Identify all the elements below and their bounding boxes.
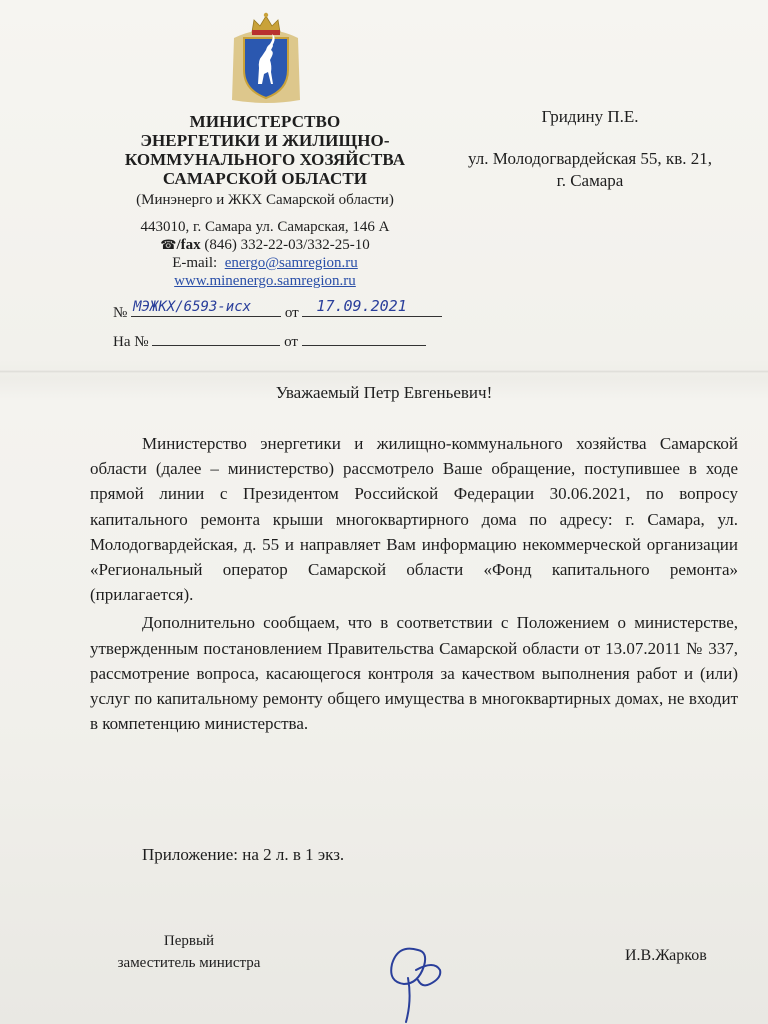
ministry-contacts (100, 218, 430, 290)
outgoing-registration-line (113, 297, 442, 322)
signer-title-line: Первый (163, 933, 215, 949)
ministry-phone-row (100, 236, 430, 254)
recipient-name: Гридину П.Е. (541, 107, 639, 126)
ministry-phone: (846) 332-22-03/332-25-10 (204, 237, 370, 253)
ministry-website-row (100, 272, 430, 290)
reply-date-label: от (284, 334, 298, 350)
handwritten-signature (378, 930, 458, 1024)
reply-date-field (302, 329, 426, 346)
crown-icon (252, 13, 280, 35)
email-link[interactable]: energo@samregion.ru (224, 255, 358, 271)
reply-number-field (152, 329, 280, 346)
date-label: от (284, 305, 299, 321)
paper-fold (0, 370, 768, 373)
signer-title-line: заместитель министра (117, 955, 261, 971)
reply-registration-line (113, 329, 426, 351)
ministry-name-line: КОММУНАЛЬНОГО ХОЗЯЙСТВА (124, 150, 406, 169)
outgoing-date-field (302, 297, 442, 317)
ministry-address: 443010, г. Самара ул. Самарская, 146 А (140, 219, 390, 235)
website-link[interactable]: www.minenergo.samregion.ru (174, 273, 356, 289)
letter-paragraph: Министерство энергетики и жилищно-коммунального хозяйства Самарской области (далее – министерство) рассмотрело Ваше обращение, поступившее в ходе прямой линии с Президентом Российской Федерации 30.06.2021, по вопросу капитального ремонта крыши многоквартирного дома по адресу: г. Самара, ул. Молодогвардейская, д. 55 и направляет Вам информацию некоммерческой организации «Региональный оператор Самарской области «Фонд капитального ремонта» (прилагается). (90, 434, 738, 605)
ministry-email-row (100, 254, 430, 272)
ministry-name-line: ЭНЕРГЕТИКИ И ЖИЛИЩНО- (140, 131, 390, 150)
recipient-city: г. Самара (556, 171, 624, 190)
attachment-note: Приложение: на 2 л. в 1 экз. (142, 845, 345, 864)
ministry-name-line: МИНИСТЕРСТВО (189, 112, 341, 131)
outgoing-number-handwritten: МЭЖКХ/6593-исх (133, 299, 252, 315)
ministry-short-name: (Минэнерго и ЖКХ Самарской области) (136, 192, 394, 208)
signer-title (94, 930, 284, 974)
outgoing-date-handwritten: 17.09.2021 (316, 297, 407, 315)
phone-icon: ☎ (160, 237, 177, 252)
ministry-name (100, 112, 430, 188)
recipient-street: ул. Молодогвардейская 55, кв. 21, (468, 149, 712, 168)
letter-greeting: Уважаемый Петр Евгеньевич! (275, 383, 493, 402)
number-label: № (113, 305, 128, 321)
signer-name: И.В.Жарков (625, 947, 707, 964)
email-label: E-mail: (172, 255, 218, 271)
samara-coat-of-arms-emblem (228, 8, 304, 106)
letter-paragraph: Дополнительно сообщаем, что в соответствии с Положением о министерстве, утвержденным постановлением Правительства Самарской области от 13.07.2011 № 337, рассмотрение вопроса, касающегося контроля за качеством выполнения работ и (или) услуг по капитальному ремонту общего имущества в многоквартирных домах, не входит в компетенцию министерства. (90, 613, 738, 734)
fax-label: /fax (176, 237, 201, 253)
letter-body (90, 431, 738, 736)
reply-number-label: На № (113, 334, 149, 350)
ministry-name-line: САМАРСКОЙ ОБЛАСТИ (162, 169, 368, 188)
outgoing-number-field (131, 300, 281, 317)
